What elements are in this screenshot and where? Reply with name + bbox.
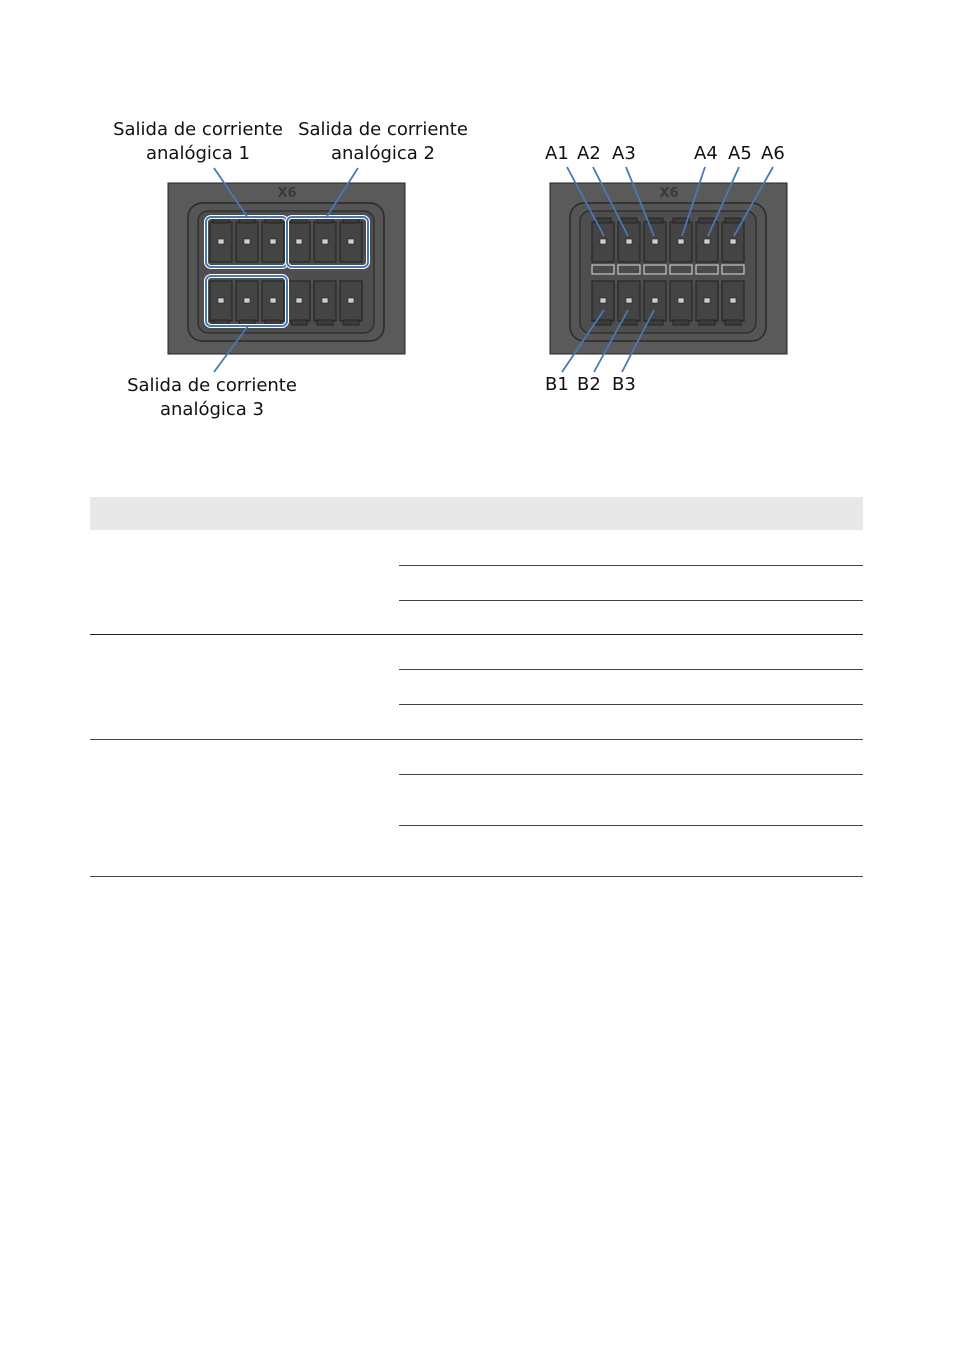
label-3-line2: analógica 3 [159, 399, 264, 420]
pin-label-a5: A5 [728, 143, 752, 164]
connector-diagrams [0, 0, 953, 480]
connector-right-marking: X6 [659, 186, 679, 201]
terminal-socket [210, 218, 232, 262]
label-1-line1: Salida de corriente [113, 119, 283, 140]
terminal-socket [670, 218, 692, 262]
connector-right [550, 167, 787, 372]
terminal-socket [210, 281, 232, 325]
terminal-socket [236, 281, 258, 325]
pin-label-a1: A1 [545, 143, 569, 164]
table-row-divider [399, 825, 863, 826]
label-3-line1: Salida de corriente [127, 375, 297, 396]
coding-slot [592, 265, 614, 274]
table-group-divider [90, 634, 863, 635]
connector-left [168, 168, 405, 372]
table-group-divider [90, 739, 863, 740]
terminal-socket [644, 281, 666, 325]
table-row-divider [399, 669, 863, 670]
pin-label-b1: B1 [545, 374, 569, 395]
terminal-socket [644, 218, 666, 262]
table-row-divider [399, 774, 863, 775]
pin-label-a2: A2 [577, 143, 601, 164]
terminal-socket [592, 218, 614, 262]
terminal-socket [288, 281, 310, 325]
connector-left-marking: X6 [277, 186, 297, 201]
pin-label-b3: B3 [612, 374, 636, 395]
terminal-socket [314, 281, 336, 325]
terminal-socket [696, 281, 718, 325]
coding-slot [722, 265, 744, 274]
table-row-divider [399, 600, 863, 601]
label-2-line2: analógica 2 [330, 143, 435, 164]
coding-slot [618, 265, 640, 274]
terminal-socket [314, 218, 336, 262]
terminal-socket [618, 281, 640, 325]
terminal-socket [696, 218, 718, 262]
coding-slot [644, 265, 666, 274]
label-2-line1: Salida de corriente [298, 119, 468, 140]
terminal-socket [262, 218, 284, 262]
table-header-row [90, 497, 863, 530]
coding-slot [670, 265, 692, 274]
pin-label-a4: A4 [694, 143, 718, 164]
terminal-socket [670, 281, 692, 325]
terminal-socket [340, 218, 362, 262]
terminal-socket [340, 281, 362, 325]
terminal-socket [288, 218, 310, 262]
table-row-divider [399, 704, 863, 705]
terminal-socket [262, 281, 284, 325]
pin-label-a3: A3 [612, 143, 636, 164]
pin-label-b2: B2 [577, 374, 601, 395]
pin-label-a6: A6 [761, 143, 785, 164]
table-row-divider [399, 565, 863, 566]
terminal-socket [236, 218, 258, 262]
table-bottom-border [90, 876, 863, 877]
label-1-line2: analógica 1 [145, 143, 250, 164]
coding-slot [696, 265, 718, 274]
terminal-socket [722, 281, 744, 325]
terminal-socket [592, 281, 614, 325]
